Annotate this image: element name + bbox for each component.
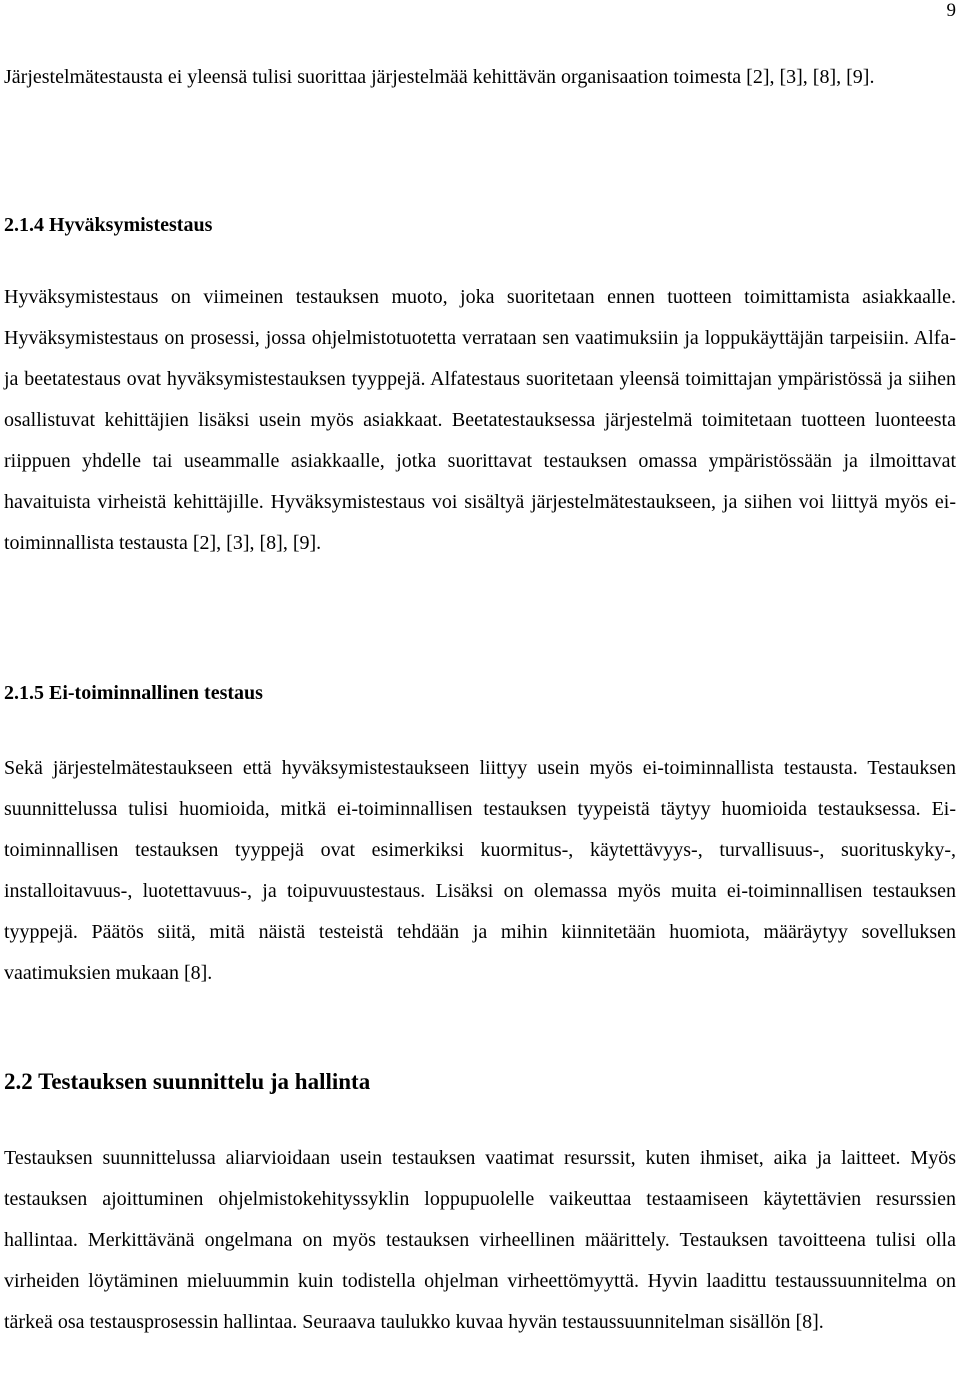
section-2-1-5	[4, 681, 956, 705]
intro-paragraph: Järjestelmätestausta ei yleensä tulisi suorittaa järjestelmää kehittävän organisaation toimesta [2], [3], [8], [9].	[4, 66, 875, 88]
section-paragraph-2-2: Testauksen suunnittelussa aliarvioidaan usein testauksen vaatimat resurssit, kuten ihmiset, aika ja laitteet. Myös testauksen ajoittuminen ohjelmistokehityssyklin loppupuolelle vaikeuttaa testaamiseen käytettävien resurssien hallintaa. Merkittävänä ongelmana on myös testauksen virheellinen määrittely. Testauksen tavoitteena tulisi olla virheiden löytäminen mieluummin kuin todistella ohjelman virheettömyyttä. Hyvin laadittu testaussuunnitelma on tärkeä osa testausprosessin hallintaa. Seuraava taulukko kuvaa hyvän testaussuunnitelman sisällön [8].	[4, 1147, 956, 1333]
section-heading-2-1-5: 2.1.5 Ei-toiminnallinen testaus	[4, 682, 263, 704]
section-paragraph-2-1-5: Sekä järjestelmätestaukseen että hyväksymistestaukseen liittyy usein myös ei-toiminnallista testausta. Testauksen suunnittelussa tulisi huomioida, mitkä ei-toiminnallisen testauksen tyypeistä täytyy huomioida testauksessa. Ei-toiminnallisen testauksen tyyppejä ovat esimerkiksi kuormitus-, käytettävyys-, turvallisuus-, suorituskyky-, installoitavuus-, luotettavuus-, ja toipuvuustestaus. Lisäksi on olemassa myös muita ei-toiminnallisen testauksen tyyppejä. Päätös siitä, mitä näistä testeistä tehdään ja mihin kiinnitetään huomiota, määräytyy sovelluksen vaatimuksien mukaan [8].	[4, 757, 956, 984]
section-2-2-body	[4, 1138, 956, 1343]
section-heading-2-1-4: 2.1.4 Hyväksymistestaus	[4, 214, 213, 236]
intro-block	[4, 57, 956, 98]
section-heading-2-2: 2.2 Testauksen suunnittelu ja hallinta	[4, 1069, 371, 1094]
section-2-1-4	[4, 213, 956, 237]
section-2-1-4-body	[4, 277, 956, 564]
section-2-1-5-body	[4, 748, 956, 994]
section-2-2	[4, 1068, 956, 1096]
section-paragraph-2-1-4: Hyväksymistestaus on viimeinen testauksen muoto, joka suoritetaan ennen tuotteen toimittamista asiakkaalle. Hyväksymistestaus on prosessi, jossa ohjelmistotuotetta verrataan sen vaatimuksiin ja loppukäyttäjän tarpeisiin. Alfa- ja beetatestaus ovat hyväksymistestauksen tyyppejä. Alfatestaus suoritetaan yleensä toimittajan ympäristössä ja siihen osallistuvat kehittäjien lisäksi usein myös asiakkaat. Beetatestauksessa järjestelmä toimitetaan tuotteen luonteesta riippuen yhdelle tai useammalle asiakkaalle, jotka suorittavat testauksen omassa ympäristössään ja ilmoittavat havaituista virheistä kehittäjille. Hyväksymistestaus voi sisältyä järjestelmätestaukseen, ja siihen voi liittyä myös ei-toiminnallista testausta [2], [3], [8], [9].	[4, 286, 956, 554]
page-number: 9	[946, 0, 956, 21]
